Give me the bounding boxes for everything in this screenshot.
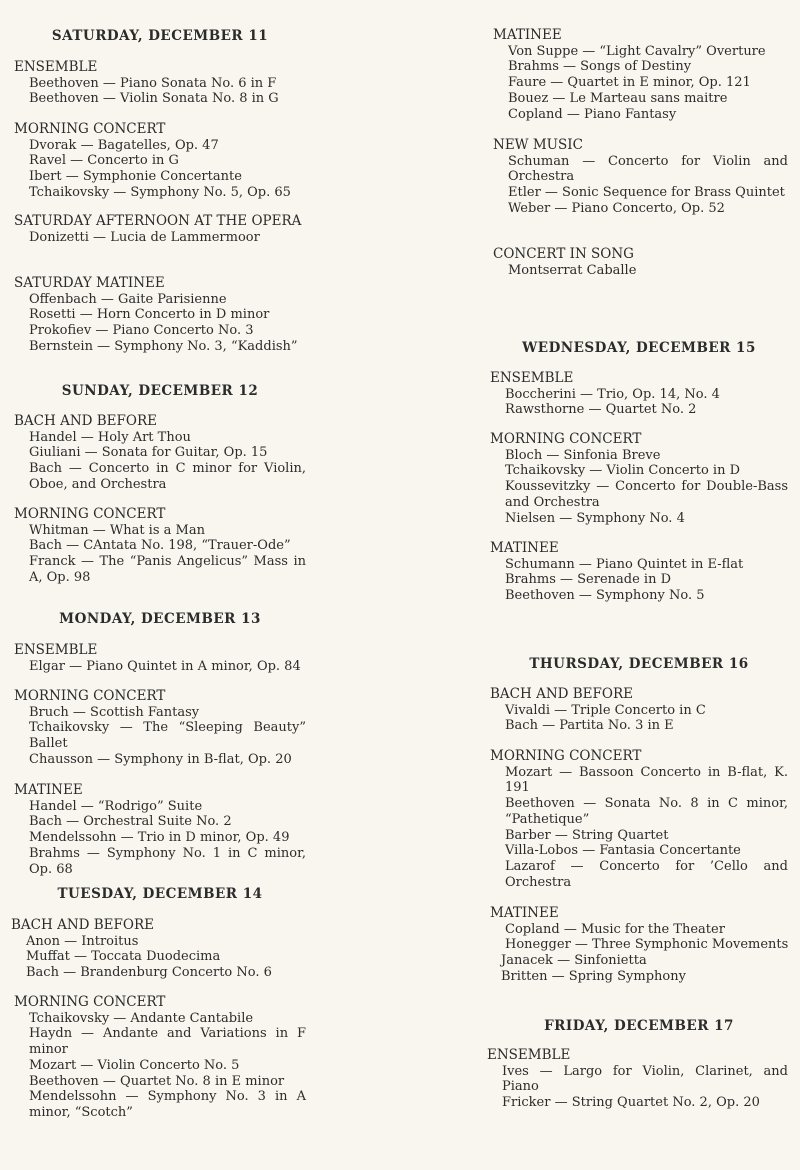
program-ensemble [14,643,306,674]
program-item: Muffat — Toccata Duodecima [26,949,221,965]
program-item: Bach — Orchestral Suite No. 2 [29,814,232,830]
program-item: Rosetti — Horn Concerto in D minor [29,307,270,323]
program-item: Giuliani — Sonata for Guitar, Op. 15 [29,445,268,461]
program-title: MORNING CONCERT [14,994,166,1010]
program-title: SATURDAY AFTERNOON AT THE OPERA [14,213,302,229]
program-matinee [490,906,788,985]
program-title: MATINEE [490,905,559,921]
program-concert-in-song [493,247,788,278]
program-matinee [14,276,306,355]
program-item: Bach — CAntata No. 198, “Trauer-Ode” [29,538,291,554]
program-item: Handel — Holy Art Thou [29,429,191,445]
program-item: Mendelssohn — Trio in D minor, Op. 49 [29,830,290,846]
program-item: Lazarof — Concerto for ’Cello and Orchestra [505,858,788,890]
program-morning-concert [14,122,306,201]
program-title: MATINEE [493,27,562,43]
program-item: Montserrat Caballe [508,262,637,278]
program-matinee [493,28,788,122]
program-item: Mendelssohn — Symphony No. 3 in A minor, “Scotch” [29,1089,306,1120]
program-title: ENSEMBLE [14,59,98,75]
program-item: Nielsen — Symphony No. 4 [505,510,685,526]
day-heading: TUESDAY, DECEMBER 14 [57,886,263,902]
program-item: Prokofiev — Piano Concerto No. 3 [29,323,254,339]
day-heading: SATURDAY, DECEMBER 11 [51,28,269,44]
program-new-music [493,138,788,217]
program-item: Bloch — Sinfonia Breve [505,447,661,463]
program-title: MORNING CONCERT [490,431,642,447]
program-item: Mozart — Bassoon Concerto in B-flat, K. 191 [505,764,788,796]
program-title: BACH AND BEFORE [490,686,633,702]
program-item: Tchaikovsky — Violin Concerto in D [505,463,740,479]
program-item: Offenbach — Gaite Parisienne [29,291,227,307]
program-item: Beethoven — Symphony No. 5 [505,588,705,604]
program-item: Bach — Partita No. 3 in E [505,718,674,734]
program-item: Britten — Spring Symphony [501,968,686,984]
program-title: ENSEMBLE [490,370,574,386]
program-item: Copland — Piano Fantasy [508,106,677,122]
program-item: Donizetti — Lucia de Lammermoor [29,229,260,245]
program-item: Koussevitzky — Concerto for Double-Bass and Orchestra [505,479,788,510]
program-item: Brahms — Symphony No. 1 in C minor, Op. 68 [29,845,306,877]
program-ensemble [490,371,788,418]
program-item: Rawsthorne — Quartet No. 2 [505,402,697,418]
program-item: Ives — Largo for Violin, Clarinet, and Piano [502,1063,788,1095]
program-item: Ravel — Concerto in G [29,153,179,169]
program-title: MORNING CONCERT [490,748,642,764]
program-item: Weber — Piano Concerto, Op. 52 [508,200,725,216]
program-bach-and-before [14,414,306,493]
program-item: Tchaikovsky — Andante Cantabile [29,1010,254,1026]
day-heading: FRIDAY, DECEMBER 17 [544,1018,734,1034]
day-heading: MONDAY, DECEMBER 13 [59,611,261,627]
program-item: Fricker — String Quartet No. 2, Op. 20 [502,1095,760,1111]
program-title: SATURDAY MATINEE [14,275,165,291]
program-item: Tchaikovsky — Symphony No. 5, Op. 65 [29,184,291,200]
program-item: Handel — “Rodrigo” Suite [29,798,203,814]
program-morning-concert [14,995,306,1121]
program-item: Mozart — Violin Concerto No. 5 [29,1057,240,1073]
program-title: ENSEMBLE [487,1047,571,1063]
program-item: Schumann — Piano Quintet in E-flat [505,556,744,572]
program-item: Bernstein — Symphony No. 3, “Kaddish” [29,338,298,354]
day-heading: SUNDAY, DECEMBER 12 [61,383,259,399]
program-opera [14,214,306,245]
program-title: BACH AND BEFORE [11,917,154,933]
program-item: Brahms — Songs of Destiny [508,59,692,75]
program-item: Bach — Concerto in C minor for Violin, Oboe, and Orchestra [29,461,306,492]
program-item: Vivaldi — Triple Concerto in C [505,702,706,718]
program-item: Janacek — Sinfonietta [501,953,647,969]
program-item: Tchaikovsky — The “Sleeping Beauty” Ballet [29,720,306,752]
program-morning-concert [490,432,788,526]
program-ensemble [487,1048,788,1111]
program-item: Whitman — What is a Man [29,522,205,538]
program-item: Brahms — Serenade in D [505,572,672,588]
program-title: MATINEE [490,540,559,556]
program-item: Franck — The “Panis Angelicus” Mass in A, Op. 98 [29,554,306,585]
program-item: Haydn — Andante and Variations in F minor [29,1026,306,1058]
program-title: ENSEMBLE [14,642,98,658]
program-title: MORNING CONCERT [14,506,166,522]
program-title: MATINEE [14,782,83,798]
program-item: Boccherini — Trio, Op. 14, No. 4 [505,386,720,402]
program-item: Etler — Sonic Sequence for Brass Quintet [508,185,785,201]
program-matinee [490,541,788,604]
program-bach-and-before [11,918,306,981]
program-item: Beethoven — Quartet No. 8 in E minor [29,1073,285,1089]
program-item: Anon — Introitus [26,933,139,949]
program-item: Villa-Lobos — Fantasia Concertante [505,843,741,859]
day-heading: THURSDAY, DECEMBER 16 [529,656,749,672]
day-heading: WEDNESDAY, DECEMBER 15 [522,340,756,356]
program-ensemble [14,60,306,107]
program-item: Copland — Music for the Theater [505,921,725,937]
program-item: Barber — String Quartet [505,827,669,843]
program-item: Bouez — Le Marteau sans maitre [508,90,728,106]
program-matinee [14,783,306,877]
program-item: Bach — Brandenburg Concerto No. 6 [26,965,272,981]
program-item: Elgar — Piano Quintet in A minor, Op. 84 [29,658,301,674]
program-item: Beethoven — Sonata No. 8 in C minor, “Pathetique” [505,796,788,827]
program-bach-and-before [490,687,788,734]
program-title: NEW MUSIC [493,137,583,153]
program-morning-concert [14,689,306,768]
program-item: Faure — Quartet in E minor, Op. 121 [508,75,751,91]
program-item: Beethoven — Violin Sonata No. 8 in G [29,91,279,107]
program-morning-concert [490,749,788,890]
program-item: Von Suppe — “Light Cavalry” Overture [508,43,766,59]
program-item: Bruch — Scottish Fantasy [29,704,200,720]
program-item: Schuman — Concerto for Violin and Orchestra [508,153,788,185]
program-item: Ibert — Symphonie Concertante [29,169,242,185]
program-item: Beethoven — Piano Sonata No. 6 in F [29,75,277,91]
program-item: Dvorak — Bagatelles, Op. 47 [29,137,219,153]
program-item: Chausson — Symphony in B-flat, Op. 20 [29,751,292,767]
program-title: BACH AND BEFORE [14,413,157,429]
program-morning-concert [14,507,306,586]
program-title: MORNING CONCERT [14,121,166,137]
program-item: Honegger — Three Symphonic Movements [505,937,789,953]
program-title: CONCERT IN SONG [493,246,634,262]
program-title: MORNING CONCERT [14,688,166,704]
